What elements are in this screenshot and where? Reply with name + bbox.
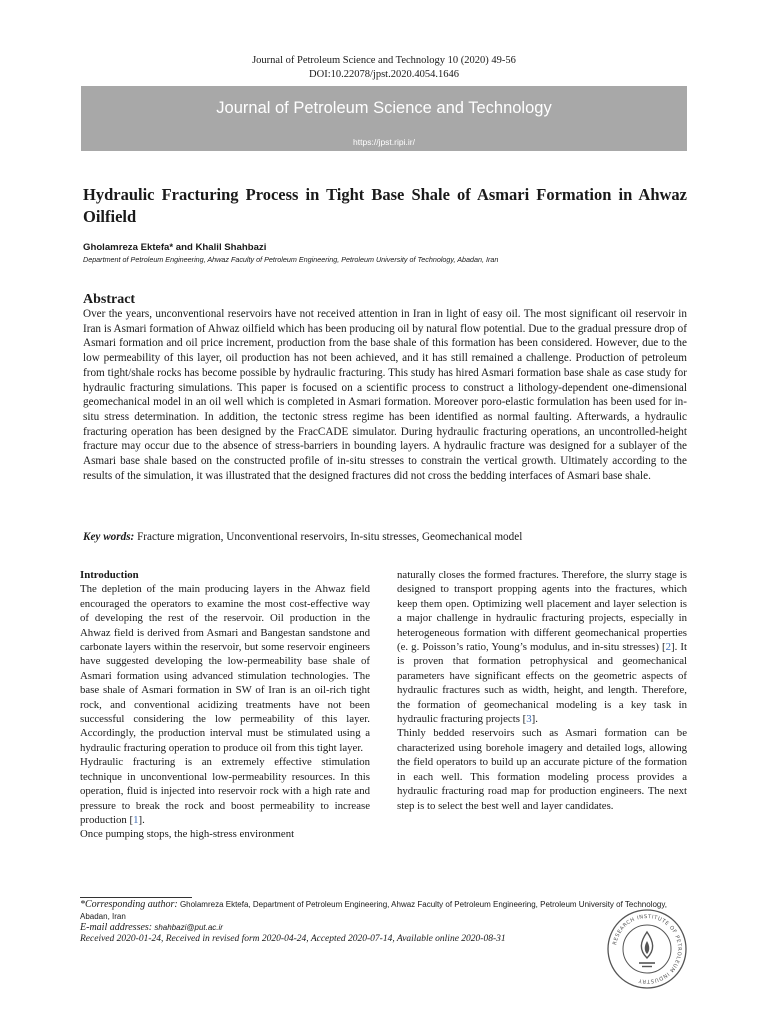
journal-banner — [81, 86, 687, 151]
journal-doi: DOI:10.22078/jpst.2020.4054.1646 — [309, 69, 459, 80]
footnote-divider — [80, 897, 192, 898]
email-label: E-mail addresses: — [80, 922, 153, 933]
keywords-label: Key words: — [83, 531, 135, 543]
corresponding-author-note — [80, 899, 688, 922]
email-note — [80, 922, 688, 934]
journal-citation: Journal of Petroleum Science and Technology 10 (2020) 49-56 — [252, 55, 516, 66]
right-column — [397, 568, 687, 813]
corresponding-author-label: *Corresponding author: — [80, 899, 178, 910]
article-dates: Received 2020-01-24, Received in revised form 2020-04-24, Accepted 2020-07-14, Available online 2020-08-31 — [80, 933, 506, 944]
left-column — [80, 568, 370, 842]
intro-paragraph-3-continued — [397, 568, 687, 726]
banner-title: Journal of Petroleum Science and Technology — [216, 99, 552, 117]
keywords — [83, 531, 687, 543]
citation-link-2[interactable]: 2 — [665, 641, 672, 654]
intro-paragraph-4: Thinly bedded reservoirs such as Asmari formation can be characterized using borehole imagery and detailed logs, allowing the field operators to build up an accurate picture of the formation in each well. This formation modeling process provides a hydraulic fracturing road map for production engineers. The next step is to select the best well and layer candidates. — [397, 727, 687, 812]
institute-seal-logo — [606, 908, 688, 990]
paper-title: Hydraulic Fracturing Process in Tight Base Shale of Asmari Formation in Ahwaz Oilfield — [83, 185, 687, 226]
intro-p3-text: naturally closes the formed fractures. Therefore, the slurry stage is designed to transport propping agents into the fractures, which keep them open. Optimizing well placement and layer selection is a major challenge in hydraulic fracturing projects, especially in heterogeneous formation with different geomechanical properties (e. g. Poisson’s ratio, Young’s modulus, and in-situ stresses) [ — [397, 569, 687, 654]
keywords-text: Fracture migration, Unconventional reservoirs, In-situ stresses, Geomechanical model — [137, 531, 523, 543]
intro-paragraph-3-start: Once pumping stops, the high-stress environment — [80, 828, 295, 841]
journal-reference — [0, 54, 768, 82]
footnotes — [80, 899, 688, 945]
paper-affiliation: Department of Petroleum Engineering, Ahwaz Faculty of Petroleum Engineering, Petroleum University of Technology, Abadan, Iran — [83, 255, 499, 264]
intro-paragraph-1: The depletion of the main producing layers in the Ahwaz field encouraged the operators to examine the most cost-effective way of developing the rest of the reservoir. Oil production in the Ahwaz field is derived from Asmari and Bangestan sandstone and carbonate layers within the reservoir, but some reservoir engineers have suggested developing the low-permeability base shale of Asmari formation using advanced stimulation technologies. The base shale of Asmari formation in SW of Iran is an oil-rich tight rock, and conventional acidizing treatments have not been successful considering the low permeability of this layer. Accordingly, the production interval must be stimulated using a hydraulic fracturing operation to produce oil from this tight layer. — [80, 583, 370, 754]
corresponding-author-text: Gholamreza Ektefa, Department of Petroleum Engineering, Ahwaz Faculty of Petroleum Engineering, Petroleum University of Technology, Abadan, Iran — [80, 900, 667, 921]
intro-paragraph-2 — [80, 755, 370, 827]
intro-p3-mid: ]. It is proven that formation petrophysical and geomechanical parameters have significant effects on the geometric aspects of hydraulic fractures such as width, height, and length. Therefore, the formation of geomechanical modeling is a key task in hydraulic fracturing projects [ — [397, 641, 687, 726]
email-address[interactable]: shahbazi@put.ac.ir — [154, 923, 223, 932]
introduction-heading: Introduction — [80, 569, 139, 581]
intro-p2-text: Hydraulic fracturing is an extremely effective stimulation technique in unconventional low-permeability resources. In this operation, fluid is injected into reservoir rock with a high rate and pressure to break the rock and boost permeability to increase production [ — [80, 756, 370, 826]
banner-url[interactable]: https://jpst.ripi.ir/ — [353, 137, 415, 147]
intro-p2-end: ]. — [138, 813, 145, 826]
citation-link-3[interactable]: 3 — [526, 713, 532, 726]
abstract-body: Over the years, unconventional reservoirs have not received attention in Iran in light of easy oil. The most significant oil reservoir in Iran is Asmari formation of Ahwaz oilfield which has been producing oil by natural flow potential. Due to the gradual pressure drop of Asmari formation and oil price increment, production from the base shale of this formation has been considered. However, due to the low permeability of this layer, oil production has not been achieved, and it has still remained a challenge. Production of petroleum from tight/shale rocks has become possible by hydraulic fracturing. This study has hired Asmari formation base shale as case study for hydraulic fracturing simulations. This paper is focused on a scientific process to construct a lithology-dependent one-dimensional geomechanical model in an oil well which is completed in Asmari formation. Moreover poro-elastic formulation has been used for in-situ stress determination. In addition, the tectonic stress regime has been identified as normal faulting. Afterwards, a hydraulic fracturing operation has been designed by the FracCADE simulator. During hydraulic fracturing operations, an uncontrolled-height fracture may occur due to the absence of stress-barriers in bounding layers. A hydraulic fracture was designed for a sublayer of the Asmari base shale based on the constructed profile of in-situ stresses to constrain the vertical growth. Ultimately according to the results of the simulation, it was illustrated that the designed fractures did not cross the bedding interfaces of Asmari base shale. — [83, 308, 687, 482]
intro-p3-end: ]. — [531, 713, 538, 726]
paper-authors: Gholamreza Ektefa* and Khalil Shahbazi — [83, 242, 267, 253]
seal-text: RESEARCH INSTITUTE OF PETROLEUM INDUSTRY — [612, 913, 683, 985]
citation-link-1[interactable]: 1 — [133, 813, 139, 826]
abstract-heading: Abstract — [83, 292, 136, 307]
